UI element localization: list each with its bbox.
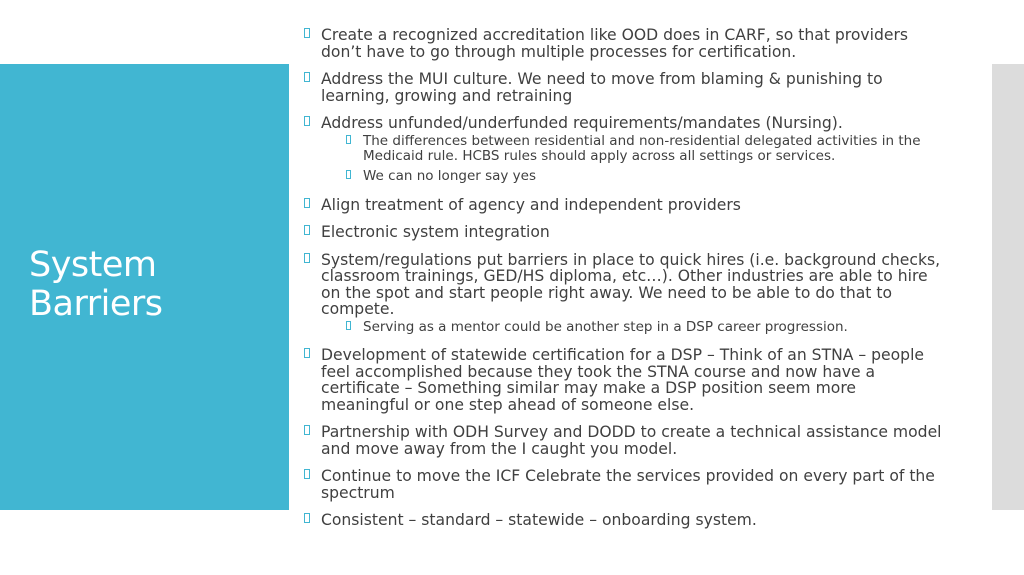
bullet-text: Consistent – standard – statewide – onboarding system. xyxy=(321,511,757,530)
bullet-item xyxy=(304,115,944,132)
bullet-text: System/regulations put barriers in place to quick hires (i.e. background checks, classroom trainings, GED/HS diploma, etc…). Other industries are able to hire on the spot and start people right away. We need to be able to do that to compete. xyxy=(321,250,941,319)
bullet-text: Continue to move the ICF Celebrate the services provided on every part of the spectrum xyxy=(321,467,935,502)
slide-title xyxy=(29,246,163,324)
square-outline-bullet-icon xyxy=(304,225,310,235)
bullet-item xyxy=(304,71,944,104)
bullet-list xyxy=(304,27,944,529)
sub-bullet-text: Serving as a mentor could be another step in a DSP career progression. xyxy=(363,318,848,335)
sub-bullet-item xyxy=(346,169,944,185)
bullet-item xyxy=(304,252,944,318)
square-outline-bullet-icon xyxy=(346,135,351,144)
bullet-text: Development of statewide certification for a DSP – Think of an STNA – people feel accomplished because they took the STNA course and now have a certificate – Something similar may make a DSP position seem more meaningful or one step ahead of someone else. xyxy=(321,346,925,414)
bullet-item xyxy=(304,27,944,60)
square-outline-bullet-icon xyxy=(304,425,310,435)
square-outline-bullet-icon xyxy=(304,28,310,38)
slide-title-line-1: System xyxy=(29,245,157,285)
slide-title-line-2: Barriers xyxy=(29,284,163,324)
square-outline-bullet-icon xyxy=(304,469,310,479)
square-outline-bullet-icon xyxy=(304,253,310,263)
sub-bullet-text: The differences between residential and non-residential delegated activities in the Medicaid rule. HCBS rules should apply across all settings or services. xyxy=(363,132,921,165)
bullet-item xyxy=(304,197,944,214)
sub-bullet-item xyxy=(346,320,944,336)
square-outline-bullet-icon xyxy=(304,116,310,126)
bullet-text: Address unfunded/underfunded requirements/mandates (Nursing). xyxy=(321,114,843,132)
bullet-text: Electronic system integration xyxy=(321,223,550,242)
bullet-text: Address the MUI culture. We need to move from blaming & punishing to learning, growing and retraining xyxy=(321,70,883,105)
bullet-item xyxy=(304,347,944,413)
right-side-bar xyxy=(992,64,1024,510)
bullet-item xyxy=(304,512,944,529)
square-outline-bullet-icon xyxy=(346,170,351,179)
square-outline-bullet-icon xyxy=(304,198,310,208)
sub-bullet-item xyxy=(346,134,944,165)
square-outline-bullet-icon xyxy=(346,321,351,330)
square-outline-bullet-icon xyxy=(304,348,310,358)
square-outline-bullet-icon xyxy=(304,72,310,82)
bullet-item xyxy=(304,468,944,501)
square-outline-bullet-icon xyxy=(304,513,310,523)
bullet-item xyxy=(304,424,944,457)
bullet-text: Create a recognized accreditation like OOD does in CARF, so that providers don’t have to go through multiple processes for certification. xyxy=(321,26,909,61)
bullet-text: Partnership with ODH Survey and DODD to create a technical assistance model and move away from the I caught you model. xyxy=(321,423,942,458)
bullet-text: Align treatment of agency and independent providers xyxy=(321,195,741,214)
bullet-item xyxy=(304,224,944,241)
sub-bullet-text: We can no longer say yes xyxy=(363,167,537,184)
